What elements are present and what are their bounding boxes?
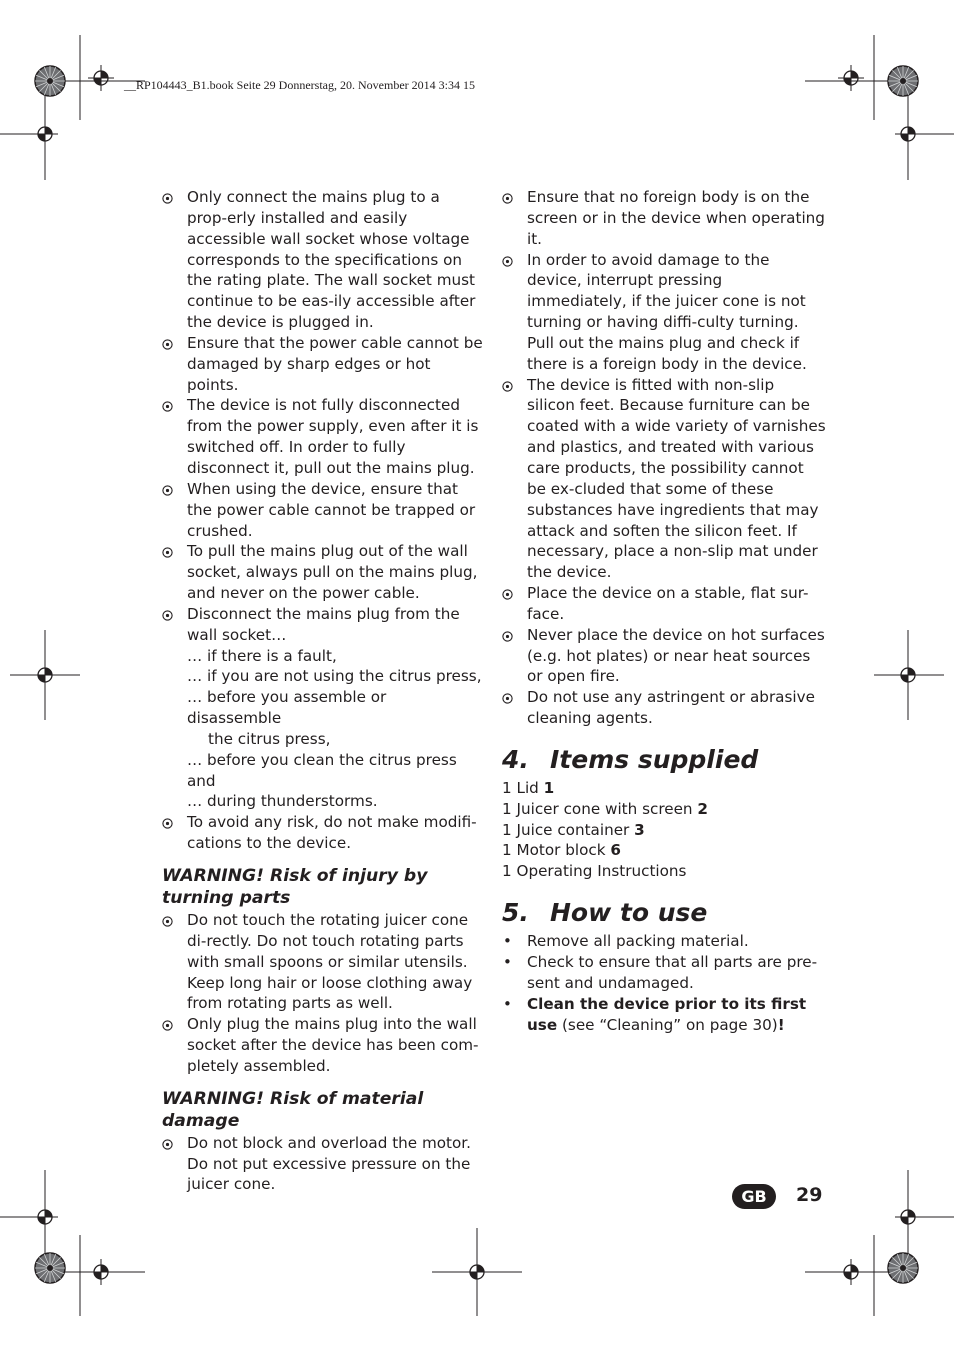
sub-item: … if there is a fault, bbox=[187, 646, 337, 665]
list-item: 1 Juice container 3 bbox=[502, 820, 645, 839]
list-item: • Clean the device prior to its first use (see “Cleaning” on page 30)! bbox=[503, 994, 807, 1034]
registration-mark-icon bbox=[88, 65, 114, 91]
registration-mark-icon bbox=[895, 121, 921, 147]
circle-bullet-icon bbox=[162, 1020, 173, 1031]
list-item: Disconnect the mains plug from the wall socket… bbox=[162, 604, 484, 646]
list-item: Only connect the mains plug to a prop-erly installed and easily accessible wall socket whose voltage corresponds to the specifications on the rating plate. The wall socket must continue to be eas-ily accessible after the device is plugged in. bbox=[162, 187, 484, 333]
list-item: 1 Lid 1 bbox=[502, 778, 555, 797]
star-target-icon bbox=[35, 1253, 65, 1283]
circle-bullet-icon bbox=[162, 193, 173, 204]
circle-bullet-icon bbox=[502, 193, 513, 204]
registration-mark-icon bbox=[32, 1204, 58, 1230]
how-to-use-list bbox=[502, 931, 826, 1035]
safety-bullets-2 bbox=[502, 187, 826, 729]
items-supplied-list bbox=[502, 778, 826, 882]
left-column bbox=[162, 187, 484, 1195]
list-item: • Remove all packing material. bbox=[503, 932, 749, 951]
list-item: In order to avoid damage to the device, interrupt pressing immediately, if the juicer cone is not turning or having diffi-culty turning. Pull out the mains plug and check if there is a foreign body in the device. bbox=[502, 250, 826, 375]
circle-bullet-icon bbox=[162, 1139, 173, 1150]
list-item: Only plug the mains plug into the wall socket after the device has been com-pletely assembled. bbox=[162, 1014, 484, 1077]
sub-item: … before you assemble or disassemble bbox=[187, 688, 387, 728]
list-item: Never place the device on hot surfaces (e.g. hot plates) or near heat sources or open fire. bbox=[502, 625, 826, 688]
list-item: To pull the mains plug out of the wall socket, always pull on the mains plug, and never on the power cable. bbox=[162, 541, 484, 604]
registration-mark-icon bbox=[838, 1259, 864, 1285]
list-item: When using the device, ensure that the power cable cannot be trapped or crushed. bbox=[162, 479, 484, 542]
registration-mark-icon bbox=[895, 1204, 921, 1230]
star-target-icon bbox=[888, 1253, 918, 1283]
circle-bullet-icon bbox=[162, 610, 173, 621]
list-item: 1 Motor block 6 bbox=[502, 841, 621, 860]
section-heading-how-to-use: 5. How to use bbox=[502, 898, 708, 928]
sub-item: … before you clean the citrus press and bbox=[187, 750, 457, 790]
sub-item: … if you are not using the citrus press, bbox=[187, 667, 482, 686]
list-item: Do not block and overload the motor. Do not put excessive pressure on the juicer cone. bbox=[162, 1133, 484, 1196]
star-target-icon bbox=[35, 66, 65, 96]
warning-injury-heading: WARNING! Risk of injury by turning parts bbox=[162, 866, 428, 908]
star-target-icon bbox=[888, 66, 918, 96]
list-item: The device is not fully disconnected from the power supply, even after it is switched off. In order to fully disconnect it, pull out the mains plug. bbox=[162, 395, 484, 478]
circle-bullet-icon bbox=[162, 547, 173, 558]
list-item: Ensure that no foreign body is on the screen or in the device when operating it. bbox=[502, 187, 826, 250]
right-column bbox=[502, 187, 826, 1035]
circle-bullet-icon bbox=[162, 916, 173, 927]
registration-mark-icon bbox=[464, 1259, 490, 1285]
list-item: • Check to ensure that all parts are pre-sent and undamaged. bbox=[503, 953, 818, 992]
registration-mark-icon bbox=[32, 121, 58, 147]
safety-bullets-1 bbox=[162, 187, 484, 646]
registration-mark-icon bbox=[895, 662, 921, 688]
list-item: Do not use any astringent or abrasive cleaning agents. bbox=[502, 687, 826, 729]
list-item: Do not touch the rotating juicer cone di-rectly. Do not touch rotating parts with small spoons or similar utensils. Keep long hair or loose clothing away from rotating parts as well. bbox=[162, 910, 484, 1014]
page-number: 29 bbox=[796, 1184, 823, 1206]
circle-bullet-icon bbox=[162, 401, 173, 412]
circle-bullet-icon bbox=[162, 485, 173, 496]
bullet-dot-icon: • bbox=[503, 994, 512, 1013]
list-item: To avoid any risk, do not make modifi-cations to the device. bbox=[162, 812, 484, 854]
list-item: The device is fitted with non-slip silicon feet. Because furniture can be coated with a wide variety of varnishes and plastics, and treated with various care products, the possibility cannot be ex-cluded that some of these substances have ingredients that may attack and soften the silicon feet. If necessary, place a non-slip mat under the device. bbox=[502, 375, 826, 583]
disconnect-conditions bbox=[162, 646, 484, 813]
sub-item: … during thunderstorms. bbox=[187, 792, 378, 811]
registration-mark-icon bbox=[838, 65, 864, 91]
bullet-dot-icon: • bbox=[503, 953, 512, 971]
bullet-dot-icon: • bbox=[503, 932, 512, 951]
language-badge: GB bbox=[732, 1184, 776, 1209]
sub-item-continuation: the citrus press, bbox=[208, 729, 331, 748]
list-item: 1 Juicer cone with screen 2 bbox=[502, 799, 708, 818]
circle-bullet-icon bbox=[162, 818, 173, 829]
section-heading-items-supplied: 4. Items supplied bbox=[502, 744, 759, 774]
circle-bullet-icon bbox=[502, 693, 513, 704]
circle-bullet-icon bbox=[502, 256, 513, 267]
circle-bullet-icon bbox=[502, 381, 513, 392]
registration-mark-icon bbox=[32, 662, 58, 688]
circle-bullet-icon bbox=[502, 589, 513, 600]
circle-bullet-icon bbox=[502, 631, 513, 642]
list-item: Ensure that the power cable cannot be damaged by sharp edges or hot points. bbox=[162, 333, 484, 396]
list-item: 1 Operating Instructions bbox=[502, 862, 687, 881]
list-item: Place the device on a stable, flat sur-face. bbox=[502, 583, 826, 625]
file-info-header: __RP104443_B1.book Seite 29 Donnerstag, 20. November 2014 3:34 15 bbox=[124, 78, 475, 92]
circle-bullet-icon bbox=[162, 339, 173, 350]
warning-material-heading: WARNING! Risk of material damage bbox=[162, 1088, 424, 1131]
registration-mark-icon bbox=[88, 1259, 114, 1285]
